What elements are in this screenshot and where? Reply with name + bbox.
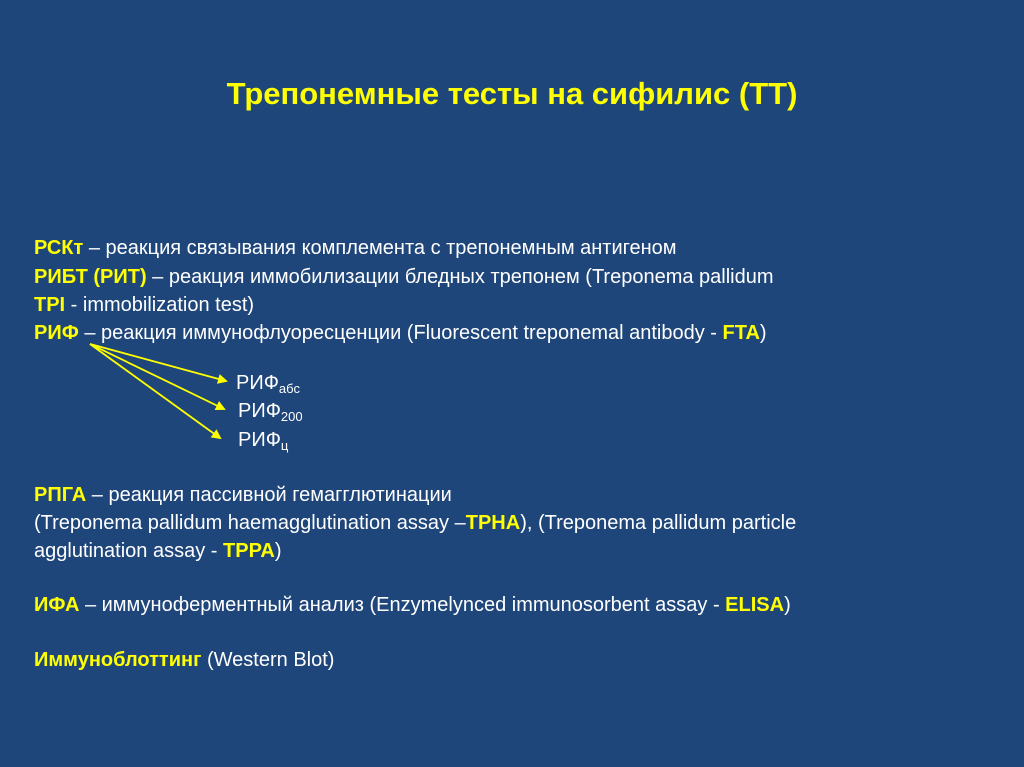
abbr-elisa: ELISA xyxy=(725,594,785,616)
term-immunoblot: Иммуноблоттинг xyxy=(34,649,202,671)
rif-variant-sub: абс xyxy=(278,381,300,396)
arrow-right-icon xyxy=(90,344,220,438)
line-rpga xyxy=(34,483,452,507)
term-ifa: ИФА xyxy=(34,594,80,616)
slide-title: Трепонемные тесты на сифилис (ТТ) xyxy=(226,76,798,111)
text-ifa: – иммуноферментный анализ (Enzymelynced immunosorbent assay - xyxy=(79,594,726,616)
abbr-fta: FTA xyxy=(722,322,760,344)
term-rpga: РПГА xyxy=(34,484,87,506)
rif-variant-base: РИФ xyxy=(238,429,281,451)
pre-tpha: (Treponema pallidum haemagglutination assay – xyxy=(34,512,466,534)
text-tpha: ), (Treponema pallidum particle xyxy=(520,512,797,534)
rif-variant-ts xyxy=(238,428,288,458)
tail-rif: ) xyxy=(759,322,767,344)
arrow-right-icon xyxy=(90,344,224,409)
rif-variant-200 xyxy=(238,399,303,429)
arrow-right-icon xyxy=(90,344,226,381)
text-rskt: – реакция связывания комплемента с трепонемным антигеном xyxy=(83,237,677,259)
rif-variant-base: РИФ xyxy=(236,372,279,394)
term-rskt: РСКт xyxy=(34,237,84,259)
rif-variant-sub: ц xyxy=(280,438,289,453)
rif-variant-sub: 200 xyxy=(280,409,303,424)
pre-tppa: agglutination assay - xyxy=(34,540,224,562)
text-rif: – реакция иммунофлуоресценции (Fluorescent treponemal antibody - xyxy=(78,322,723,344)
rif-variant-abs xyxy=(236,371,300,401)
abbr-tpha: TPHA xyxy=(465,512,521,534)
line-tppa xyxy=(34,539,282,563)
term-rif: РИФ xyxy=(34,322,79,344)
line-ifa xyxy=(34,593,791,617)
text-tpi: - immobilization test) xyxy=(65,294,255,316)
line-tpha xyxy=(34,511,796,535)
text-immunoblot: (Western Blot) xyxy=(201,649,335,671)
text-ribt: – реакция иммобилизации бледных трепонем (Treponema pallidum xyxy=(146,266,774,288)
text-rpga: – реакция пассивной гемагглютинации xyxy=(86,484,452,506)
term-ribt: РИБТ (РИТ) xyxy=(34,266,147,288)
line-immunoblot xyxy=(34,648,334,672)
tail-tppa: ) xyxy=(274,540,282,562)
rif-variant-base: РИФ xyxy=(238,400,281,422)
tail-ifa: ) xyxy=(784,594,791,616)
abbr-tppa: TPPA xyxy=(223,540,275,562)
term-tpi: TPI xyxy=(34,294,66,316)
